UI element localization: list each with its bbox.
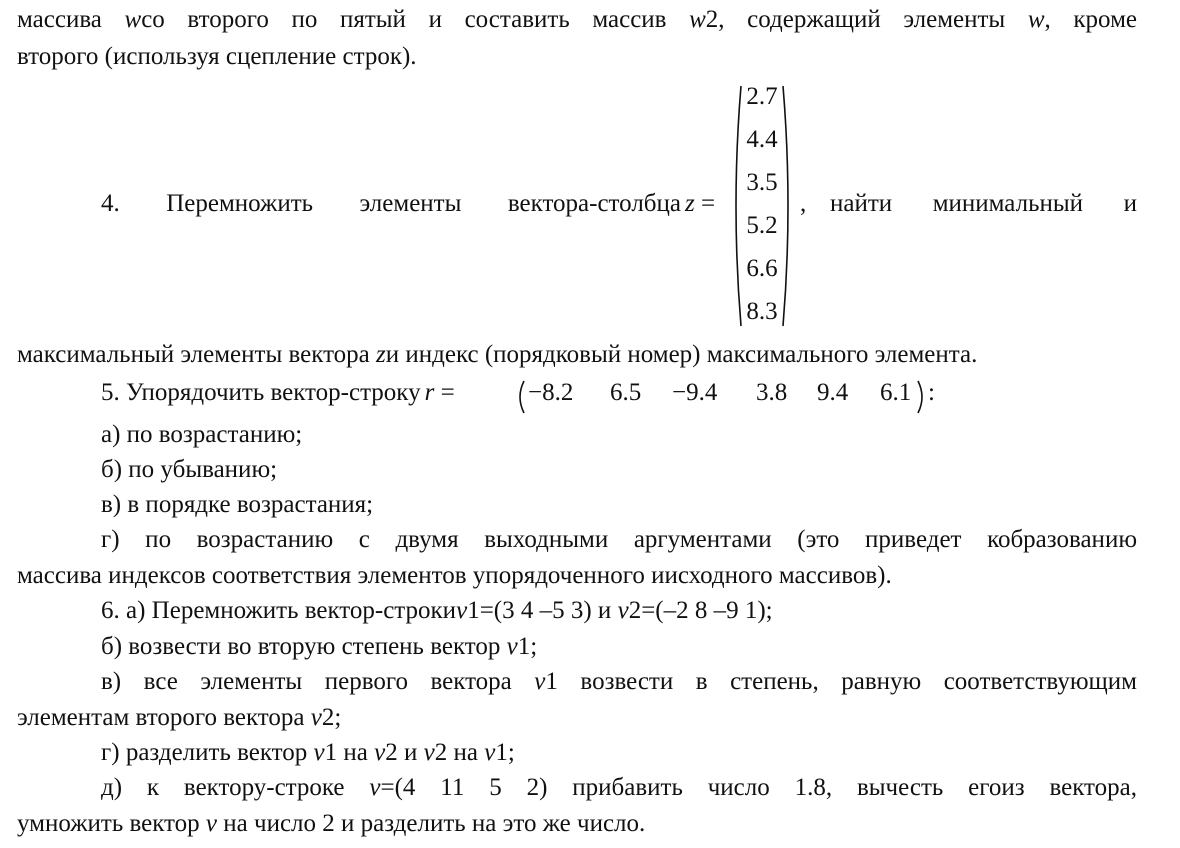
r-element: 3.8 [756, 379, 788, 406]
r-element: 6.5 [610, 379, 642, 406]
vector-z-matrix [729, 82, 795, 330]
z-element: 5.2 [746, 212, 778, 239]
text-line-2: второго (используя сцепление строк). [17, 43, 417, 70]
task-6v-line-1: в) все элементы первого вектора v1 возвести в степень, равную соответствующим [101, 668, 1137, 695]
task-6a: 6. а) Перемножить вектор-строкиv1=(3 4 –5 3) и v2=(–2 8 –9 1); [101, 597, 773, 624]
z-element: 6.6 [746, 255, 778, 282]
z-element: 4.4 [746, 126, 778, 153]
task-6g: г) разделить вектор v1 на v2 и v2 на v1; [101, 739, 515, 766]
z-element: 3.5 [746, 169, 778, 196]
task-6d-line-2: умножить вектор v на число 2 и разделить на это же число. [17, 810, 646, 837]
task-4-z-eq: z = [685, 190, 716, 217]
row-brackets [514, 377, 934, 417]
text-line-1: массива wсо второго по пятый и составить массив w2, содержащий элементы w, кроме [17, 6, 1137, 33]
r-element: −8.2 [528, 379, 574, 406]
task-4-text-end: найти минимальный и [830, 190, 1137, 217]
item-v: в) в порядке возрастания; [101, 491, 374, 518]
z-element: 8.3 [746, 298, 778, 325]
r-element: 9.4 [817, 379, 849, 406]
r-element: 6.1 [880, 379, 912, 406]
task-4-text: 4. Перемножить элементы вектора-столбца [101, 190, 681, 217]
task-6v-line-2: элементам второго вектора v2; [17, 704, 342, 731]
item-a: а) по возрастанию; [101, 421, 303, 448]
item-g-line-2: массива индексов соответствия элементов упорядоченного иисходного массивов). [17, 562, 892, 589]
task-6b: б) возвести во вторую степень вектор v1; [101, 633, 538, 660]
task-4-continued: максимальный элементы вектора zи индекс (порядковый номер) максимального элемента. [17, 341, 978, 368]
task-5-colon: : [928, 379, 935, 406]
matrix-brackets [729, 82, 795, 330]
task-5-text: 5. Упорядочить вектор-строку r = [101, 379, 455, 406]
task-4-comma: , [800, 190, 807, 217]
task-6d-line-1: д) к вектору-строке v=(4 11 5 2) прибавить число 1.8, вычесть егоиз вектора, [101, 774, 1137, 801]
item-b: б) по убыванию; [101, 456, 278, 483]
r-element: −9.4 [672, 379, 718, 406]
z-element: 2.7 [746, 83, 778, 110]
item-g-line-1: г) по возрастанию с двумя выходными аргументами (это приведет кобразованию [101, 526, 1137, 553]
